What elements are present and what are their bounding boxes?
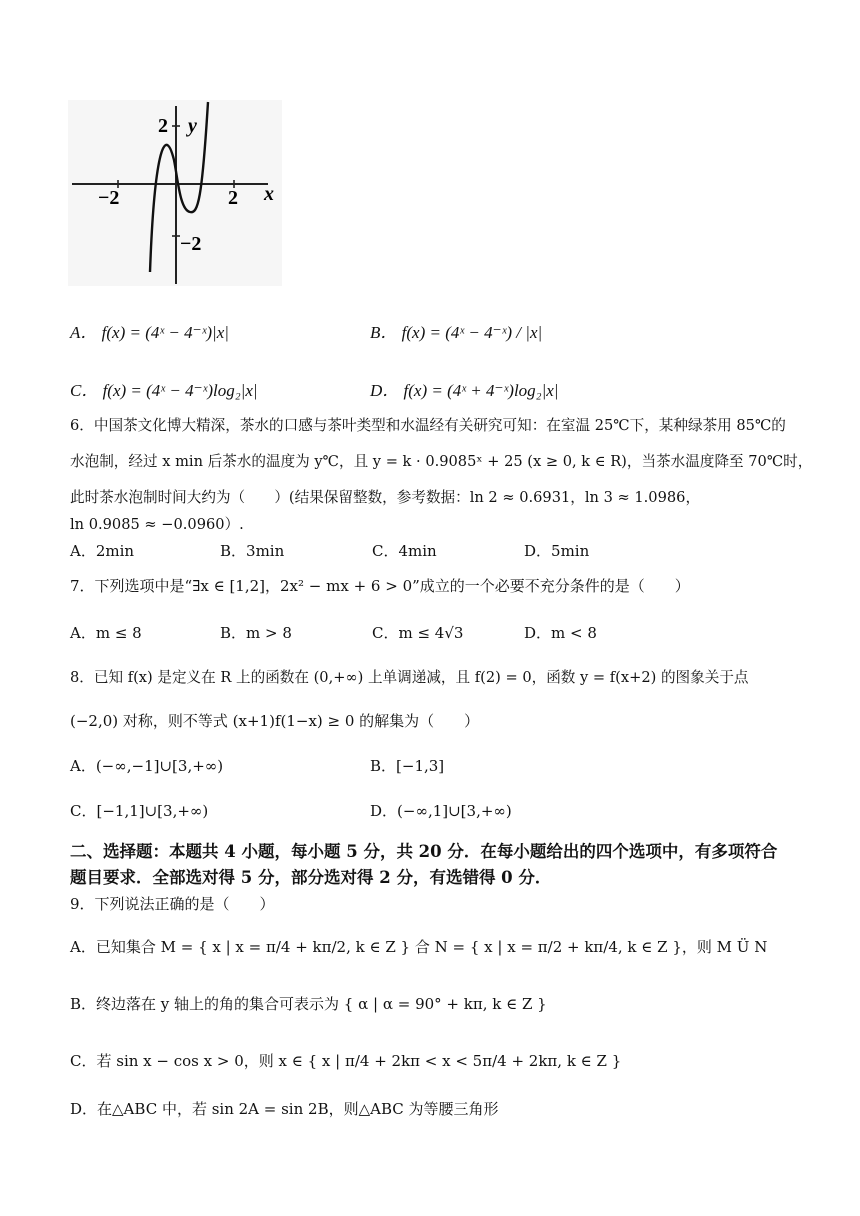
function-graph-figure <box>68 100 282 286</box>
q7-option-b: B．m > 8 <box>220 624 292 642</box>
q9-option-a: A．已知集合 M = { x | x = π/4 + kπ/2, k ∈ Z } 合 N = { x | x = π/2 + kπ/4, k ∈ Z }，则 M Ü N <box>70 938 768 956</box>
q8-line-1: 8．已知 f(x) 是定义在 R 上的函数在 (0,+∞) 上单调递减，且 f(2) = 0，函数 y = f(x+2) 的图象关于点 <box>70 669 749 686</box>
x-tick-label-neg: −2 <box>98 187 120 209</box>
y-axis-label: y <box>188 115 197 137</box>
x-axis-label: x <box>264 183 274 205</box>
q5-option-c: C． f(x) = (4ˣ − 4⁻ˣ)log₂|x| <box>70 381 258 400</box>
q5-option-d: D． f(x) = (4ˣ + 4⁻ˣ)log₂|x| <box>370 381 559 400</box>
q9-option-d: D．在△ABC 中，若 sin 2A = sin 2B，则△ABC 为等腰三角形 <box>70 1100 499 1118</box>
q9-option-c: C．若 sin x − cos x > 0，则 x ∈ { x | π/4 + 2kπ < x < 5π/4 + 2kπ, k ∈ Z } <box>70 1052 622 1070</box>
q8-option-b: B．[−1,3] <box>370 757 445 775</box>
q6-option-a: A．2min <box>70 542 135 560</box>
q8-line-2: (−2,0) 对称，则不等式 (x+1)f(1−x) ≥ 0 的解集为（ ） <box>70 712 480 730</box>
q5-option-b: B． f(x) = (4ˣ − 4⁻ˣ) / |x| <box>370 323 543 342</box>
q6-line-4: ln 0.9085 ≈ −0.0960）. <box>70 516 244 533</box>
y-tick-label-pos: 2 <box>158 115 168 137</box>
q7-stem: 7．下列选项中是“∃x ∈ [1,2]，2x² − mx + 6 > 0”成立的一个必要不充分条件的是（ ） <box>70 577 690 595</box>
x-tick-label-pos: 2 <box>228 187 238 209</box>
q8-option-a: A．(−∞,−1]∪[3,+∞) <box>70 757 224 775</box>
q8-option-d: D．(−∞,1]∪[3,+∞) <box>370 802 512 820</box>
q6-option-c: C．4min <box>372 542 437 560</box>
q8-option-c: C．[−1,1]∪[3,+∞) <box>70 802 209 820</box>
q6-line-1: 6．中国茶文化博大精深，茶水的口感与茶叶类型和水温经有关研究可知：在室温 25℃下，某种绿茶用 85℃的 <box>70 417 786 434</box>
q9-stem: 9．下列说法正确的是（ ） <box>70 895 275 913</box>
section-2-heading-line-2: 题目要求．全部选对得 5 分，部分选对得 2 分，有选错得 0 分． <box>70 868 552 887</box>
q9-option-b: B．终边落在 y 轴上的角的集合可表示为 { α | α = 90° + kπ, k ∈ Z } <box>70 995 547 1013</box>
section-2-heading-line-1: 二、选择题：本题共 4 小题，每小题 5 分，共 20 分．在每小题给出的四个选项中，有多项符合 <box>70 842 778 861</box>
q6-line-3: 此时茶水泡制时间大约为（ ）(结果保留整数，参考数据：ln 2 ≈ 0.6931，ln 3 ≈ 1.0986， <box>70 489 701 506</box>
q6-line-2: 水泡制，经过 x min 后茶水的温度为 y℃，且 y = k · 0.9085ˣ + 25 (x ≥ 0, k ∈ R)，当茶水温度降至 70℃时， <box>70 453 813 470</box>
q7-option-a: A．m ≤ 8 <box>70 624 142 642</box>
function-graph <box>68 100 282 286</box>
q7-option-c: C．m ≤ 4√3 <box>372 624 464 642</box>
q6-option-b: B．3min <box>220 542 285 560</box>
y-tick-label-neg: −2 <box>180 233 202 255</box>
q7-option-d: D．m < 8 <box>524 624 597 642</box>
q6-option-d: D．5min <box>524 542 590 560</box>
q5-option-a: A． f(x) = (4ˣ − 4⁻ˣ)|x| <box>70 323 229 342</box>
